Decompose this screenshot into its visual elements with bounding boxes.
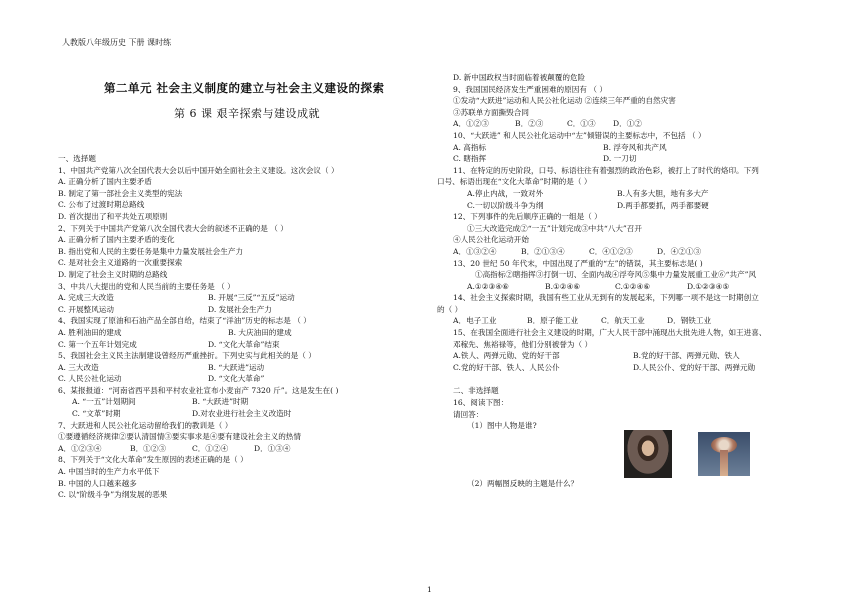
option-row: [58, 304, 398, 316]
option: C. 公布了过渡时期总路线: [58, 200, 145, 210]
option: B.党的好干部、两弹元勋、铁人: [633, 351, 740, 361]
option: D.对农业进行社会主义改造时: [192, 409, 292, 419]
cloud-stem: [720, 450, 728, 476]
question-9: 9、我国国民经济发生严重困难的原因有 （ ）: [453, 84, 607, 94]
option: A. 三大改造: [58, 362, 99, 372]
question-13: 13、20 世纪 50 年代末，中国出现了严重的“左”的错误，其主要标志是( ): [453, 258, 703, 268]
option-row: [58, 362, 398, 374]
option: A. 正确分析了国内主要矛盾的变化: [58, 235, 175, 245]
page-header: 人教版八年级历史 下册 课时练: [62, 38, 172, 47]
option: C. 开展整风运动: [58, 304, 114, 314]
option: D. 制定了社会主义时期的总路线: [58, 269, 168, 279]
option: A．①②③④: [58, 443, 102, 453]
option-row: [453, 188, 813, 200]
option: B.①②④⑥: [545, 281, 581, 291]
question-16-2: （2）两幅图反映的主题是什么？: [467, 478, 579, 488]
right-column: [437, 72, 813, 489]
option-row: [58, 327, 398, 339]
option: B. 开展“三反”“五反”运动: [208, 293, 295, 303]
option: A.①②③④⑥: [467, 281, 509, 291]
question-14-cont: 的（ ）: [437, 304, 463, 314]
option-row: [453, 281, 813, 293]
option-row: [58, 339, 398, 351]
option: B. “大跃进”时期: [192, 397, 249, 407]
option: C. 是对社会主义道路的一次重要探索: [58, 258, 183, 268]
option: A. 胜利油田的建成: [58, 327, 122, 337]
option: D. 发展社会生产力: [208, 304, 272, 314]
option: D. 新中国政权当时面临着被颠覆的危险: [453, 73, 586, 82]
option: A.停止内战，一致对外: [467, 188, 544, 198]
option-row: [453, 118, 813, 130]
option-row: [453, 142, 813, 154]
option: C．①③: [567, 119, 596, 129]
question-10: 10、“大跃进” 和人民公社化运动中“左”倾错误的主要标志中，不包括 （ ）: [453, 130, 706, 140]
option-list: ①高指标②瞎指挥③打倒一切、全面内战④浮夸风⑤集中力量发展重工业⑥“共产”风: [475, 270, 757, 280]
question-5: 5、我国社会主义民主法制建设曾经历严重挫折。下列史实与此相关的是（ ）: [58, 351, 316, 361]
option: C. “文革”时期: [72, 409, 121, 419]
option-row: [453, 246, 813, 258]
question-16-1: （1）图中人物是谁?: [467, 421, 537, 431]
option: C. 第一个五年计划完成: [58, 339, 137, 349]
option: A.铁人、两弹元勋、党的好干部: [453, 351, 560, 361]
option: C.①②④⑥: [615, 281, 651, 291]
option: A. “一五”计划期间: [72, 397, 136, 407]
option: B. 浮夸风和共产风: [603, 142, 667, 152]
left-column: [58, 153, 398, 501]
option: B.人有多大胆，地有多大产: [617, 188, 709, 198]
question-4: 4、我国实现了原油和石油产品全部自给，结束了“洋油”历史的标志是 （ ）: [58, 316, 311, 326]
option: D．钢铁工业: [667, 316, 712, 326]
option-row: [453, 350, 813, 362]
option: C．④①②③: [589, 246, 633, 256]
option-row: [453, 200, 813, 212]
option-row: [453, 153, 813, 165]
section-heading: 二、非选择题: [453, 386, 499, 396]
option: A. 完成三大改造: [58, 293, 114, 303]
option: B. 制定了第一部社会主义类型的宪法: [58, 188, 183, 198]
question-16: 16、阅读下图：: [453, 398, 509, 408]
portrait-photo: [624, 430, 672, 478]
option: A. 高指标: [453, 142, 487, 152]
option-list: ①要遵循经济规律②要认清国情③要实事求是④要有建设社会主义的热情: [58, 432, 301, 442]
option: D. 一刀切: [603, 154, 637, 164]
mushroom-cloud-photo: [698, 432, 750, 476]
option: D．④②①③: [657, 246, 702, 256]
option-row: [58, 292, 398, 304]
option: A．①③②④: [453, 246, 497, 256]
option: C. 以“阶级斗争”为纲发展的恶果: [58, 490, 168, 500]
option: B. 大庆油田的建成: [228, 327, 292, 337]
option-row: [58, 443, 398, 455]
option: A. 中国当时的生产力水平低下: [58, 467, 160, 477]
option: C.一切以阶级斗争为纲: [467, 200, 544, 210]
option: D.两手都要抓，两手都要硬: [617, 200, 709, 210]
question-11-cont: 口号、标语出现在“文化大革命”时期的是（ ）: [437, 177, 592, 187]
option: B．②③: [515, 119, 544, 129]
option: A．电子工业: [453, 316, 497, 326]
option: C．①②④: [192, 443, 229, 453]
option: B．①②③: [130, 443, 166, 453]
option: D．①③④: [254, 443, 291, 453]
option-list: ③苏联单方面撕毁合同: [453, 107, 529, 117]
lesson-title: 第 6 课 艰辛探索与建设成就: [174, 107, 320, 120]
option: D. 首次提出了和平共处五项原则: [58, 211, 168, 221]
option-row: [453, 315, 813, 327]
question-11: 11、在特定的历史阶段，口号、标语往往有着强烈的政治色彩，被打上了时代的烙印。下列: [453, 165, 759, 175]
option-list: ①三大改造完成②“一五”计划完成③中共“八大”召开: [467, 223, 642, 233]
question-2: 2、下列关于中国共产党第八次全国代表大会的叙述不正确的是 （ ）: [58, 223, 288, 233]
option: C. 瞎指挥: [453, 154, 487, 164]
option: D. “文化大革命”: [208, 374, 265, 384]
option: D.人民公仆、党的好干部、两弹元勋: [633, 362, 756, 372]
question-3: 3、中共八大提出的党和人民当前的主要任务是 （ ）: [58, 281, 235, 291]
option-row: [58, 408, 398, 420]
option: B. 指出党和人民的主要任务是集中力量发展社会生产力: [58, 246, 244, 256]
option: B. 中国的人口越来越多: [58, 478, 137, 488]
option: B．原子能工业: [527, 316, 579, 326]
option: D．①②: [613, 119, 642, 129]
question-14: 14、社会主义探索时期，我国有些工业从无到有的发展起来，下列哪一项不是这一时期创立: [453, 293, 759, 303]
option-row: [58, 396, 398, 408]
page-number: 1: [427, 585, 432, 594]
option-list: ①发动“大跃进”运动和人民公社化运动 ②连续三年严重的自然灾害: [453, 96, 676, 106]
option: C．航天工业: [601, 316, 645, 326]
question-15-cont: 邓稼先、焦裕禄等，他们分别被誉为（ ）: [453, 339, 593, 349]
option: B. “大跃进”运动: [208, 362, 265, 372]
option-list: ④人民公社化运动开始: [453, 235, 529, 245]
option-row: [453, 362, 813, 374]
question-6: 6、某报报道：“河南省西平县和平村农业社宣布小麦亩产 7320 斤”。这是发生在( ): [58, 385, 339, 395]
option: C. 人民公社化运动: [58, 374, 122, 384]
option: A．①②③: [453, 119, 489, 129]
question-1: 1、中国共产党第八次全国代表大会以后中国开始全面社会主义建设。这次会议（ ）: [58, 165, 339, 175]
question-16-prompt: 请回答：: [453, 409, 484, 419]
option: B．②①③④: [521, 246, 565, 256]
option: D. “文化大革命”结束: [208, 339, 280, 349]
question-15: 15、在我国全面进行社会主义建设的时期，广大人民干部中涌现出大批先进人物，如王进喜、: [453, 328, 767, 338]
question-7: 7、大跃进和人民公社化运动留给我们的教训是（ ）: [58, 420, 233, 430]
question-12: 12、下列事件的先后顺序正确的一组是（ ）: [453, 212, 602, 222]
unit-title: 第二单元 社会主义制度的建立与社会主义建设的探索: [104, 81, 385, 95]
question-8: 8、下列关于“文化大革命”发生原因的表述正确的是（ ）: [58, 455, 248, 465]
section-heading: 一、选择题: [58, 154, 96, 163]
option: D.①②③④⑤: [687, 281, 730, 291]
option: C.党的好干部、铁人、人民公仆: [453, 362, 560, 372]
option-row: [58, 373, 398, 385]
option: A. 正确分析了国内主要矛盾: [58, 177, 152, 187]
